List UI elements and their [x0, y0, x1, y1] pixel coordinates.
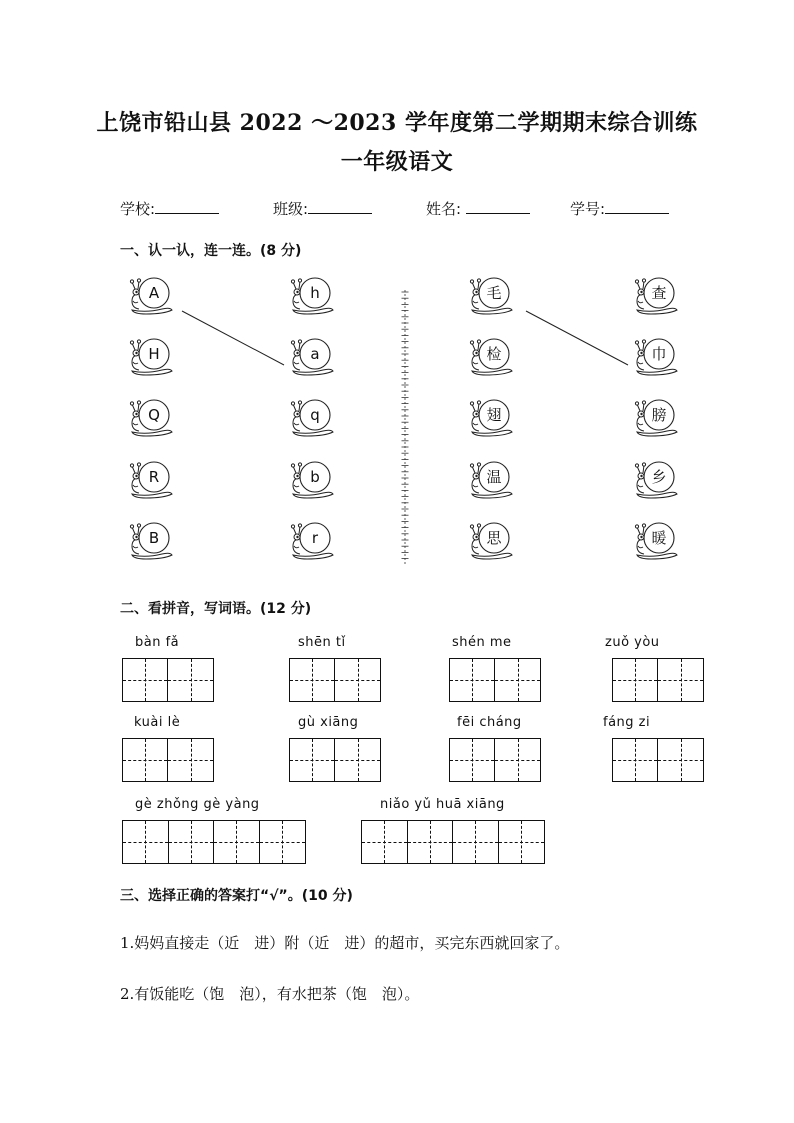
snail-letter: 查 [651, 284, 667, 302]
grid-cell[interactable] [214, 821, 260, 863]
grid-cell[interactable] [168, 739, 213, 781]
snail-letter: r [311, 529, 319, 547]
grid-cell[interactable] [613, 739, 658, 781]
example-line-left [182, 311, 284, 365]
snail-letter: h [310, 284, 320, 302]
section2-heading: 二、看拼音，写词语。(12 分) [120, 601, 312, 617]
grid-cell[interactable] [499, 821, 544, 863]
snail-letter: 膀 [651, 406, 667, 424]
example-line-right [526, 311, 628, 365]
grid-cell[interactable] [260, 821, 305, 863]
snail-letter: 乡 [651, 468, 667, 486]
writing-grid[interactable] [289, 658, 381, 702]
section3-heading: 三、选择正确的答案打“√”。(10 分) [120, 888, 353, 904]
grid-cell[interactable] [335, 739, 380, 781]
grid-cell[interactable] [495, 739, 540, 781]
class-label: 班级: [273, 200, 309, 218]
school-label: 学校: [120, 200, 156, 218]
snail-letter: Q [148, 406, 160, 424]
pinyin-label: gè zhǒng gè yàng [135, 797, 260, 812]
pinyin-label: gù xiāng [298, 715, 359, 730]
writing-grid[interactable] [289, 738, 381, 782]
snail-letter: b [310, 468, 320, 486]
grid-cell[interactable] [450, 739, 495, 781]
pinyin-label: shēn tǐ [298, 635, 346, 650]
page-subtitle: 一年级语文 [340, 149, 454, 175]
snail-letter: A [148, 284, 160, 302]
snail-letter: q [310, 406, 320, 424]
grid-cell[interactable] [658, 659, 703, 701]
pinyin-label: zuǒ yòu [605, 635, 660, 650]
grid-cell[interactable] [408, 821, 454, 863]
name-label: 姓名: [426, 200, 466, 218]
writing-grid[interactable] [612, 738, 704, 782]
writing-grid[interactable] [449, 738, 541, 782]
grid-cell[interactable] [123, 739, 168, 781]
snail-letter: 翅 [486, 406, 502, 424]
grid-cell[interactable] [335, 659, 380, 701]
snail-letter: 检 [486, 345, 502, 363]
grid-cell[interactable] [453, 821, 499, 863]
grid-cell[interactable] [168, 659, 213, 701]
snail-letter: H [148, 345, 160, 363]
grid-cell[interactable] [362, 821, 408, 863]
snail-letter: a [310, 345, 320, 363]
writing-grid[interactable] [361, 820, 545, 864]
writing-grid[interactable] [122, 820, 306, 864]
pinyin-label: kuài lè [134, 715, 181, 730]
center-divider [402, 290, 409, 566]
snail-letter: 暖 [651, 529, 667, 547]
pinyin-label: bàn fǎ [135, 635, 180, 650]
grid-cell[interactable] [495, 659, 540, 701]
question-2: 2.有饭能吃（饱 泡），有水把茶（饱 泡）。 [120, 985, 420, 1003]
question-1: 1.妈妈直接走（近 进）附（近 进）的超市，买完东西就回家了。 [120, 934, 570, 952]
pinyin-label: shén me [452, 635, 512, 650]
pinyin-label: fáng zi [603, 715, 651, 730]
section1-heading: 一、认一认，连一连。(8 分) [120, 243, 302, 259]
grid-cell[interactable] [169, 821, 215, 863]
writing-grid[interactable] [122, 658, 214, 702]
snail-letter: B [148, 529, 160, 547]
grid-cell[interactable] [290, 739, 335, 781]
snail-letter: 温 [486, 468, 502, 486]
page-title: 上饶市铅山县 2022 ～2023 学年度第二学期期末综合训练 [96, 110, 698, 136]
grid-cell[interactable] [123, 659, 168, 701]
snail-letter: 巾 [651, 345, 667, 363]
pinyin-label: niǎo yǔ huā xiāng [380, 797, 505, 812]
writing-grid[interactable] [122, 738, 214, 782]
pinyin-label: fēi cháng [457, 715, 522, 730]
snail-letter: 毛 [486, 284, 502, 302]
snail-letter: R [148, 468, 160, 486]
grid-cell[interactable] [290, 659, 335, 701]
writing-grid[interactable] [612, 658, 704, 702]
grid-cell[interactable] [123, 821, 169, 863]
writing-grid[interactable] [449, 658, 541, 702]
grid-cell[interactable] [658, 739, 703, 781]
student-number-label: 学号: [570, 200, 606, 218]
grid-cell[interactable] [613, 659, 658, 701]
grid-cell[interactable] [450, 659, 495, 701]
snail-letter: 思 [486, 529, 502, 547]
